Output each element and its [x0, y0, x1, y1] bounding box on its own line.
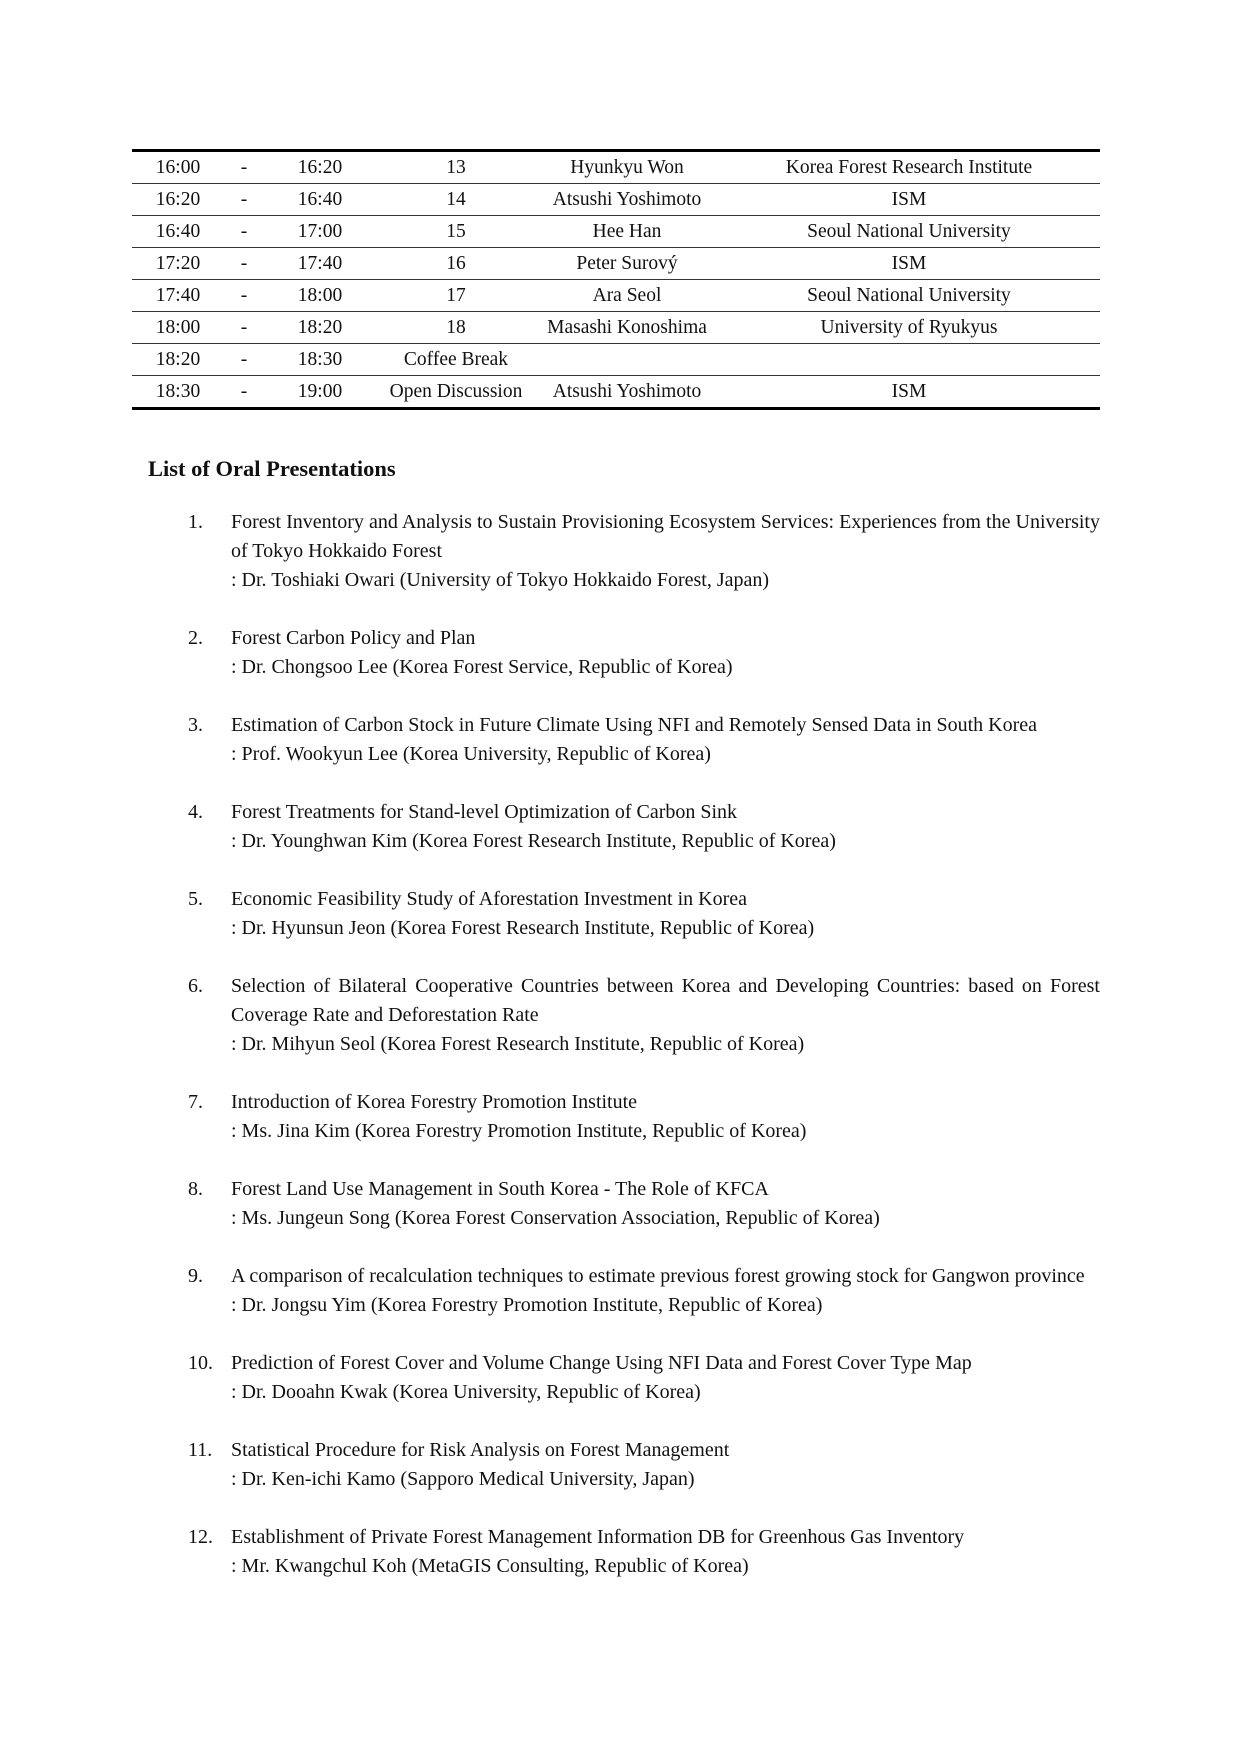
schedule-cell-sep: -	[224, 151, 264, 184]
schedule-cell-affiliation: ISM	[718, 184, 1100, 216]
schedule-row	[132, 312, 1100, 344]
schedule-cell-sep: -	[224, 312, 264, 344]
schedule-cell-affiliation: University of Ryukyus	[718, 312, 1100, 344]
presentation-speaker: : Dr. Toshiaki Owari (University of Tokyo Hokkaido Forest, Japan)	[231, 569, 770, 591]
schedule-row	[132, 280, 1100, 312]
schedule-cell-item: 17	[376, 280, 536, 312]
presentation-number: 2.	[188, 627, 203, 649]
schedule-cell-sep: -	[224, 280, 264, 312]
schedule-cell-speaker: Hyunkyu Won	[536, 151, 718, 184]
schedule-cell-affiliation: Seoul National University	[718, 280, 1100, 312]
schedule-cell-item: 15	[376, 216, 536, 248]
presentation-number: 3.	[188, 714, 203, 736]
presentation-title: Statistical Procedure for Risk Analysis on Forest Management	[231, 1439, 730, 1461]
schedule-cell-sep: -	[224, 344, 264, 376]
schedule-cell-affiliation	[718, 344, 1100, 376]
schedule-cell-end: 16:20	[264, 151, 376, 184]
presentation-title: Forest Carbon Policy and Plan	[231, 627, 476, 649]
schedule-cell-start: 16:40	[132, 216, 224, 248]
schedule-cell-affiliation: Seoul National University	[718, 216, 1100, 248]
schedule-cell-end: 16:40	[264, 184, 376, 216]
schedule-cell-speaker: Hee Han	[536, 216, 718, 248]
schedule-cell-item: 16	[376, 248, 536, 280]
schedule-cell-sep: -	[224, 216, 264, 248]
schedule-cell-speaker	[536, 344, 718, 376]
presentation-title: A comparison of recalculation techniques to estimate previous forest growing stock for Gangwon province	[231, 1265, 1085, 1287]
schedule-cell-start: 17:20	[132, 248, 224, 280]
schedule-cell-start: 18:30	[155, 380, 201, 402]
presentation-number: 10.	[188, 1352, 213, 1374]
schedule-row	[132, 344, 1100, 376]
presentation-speaker: : Dr. Dooahn Kwak (Korea University, Republic of Korea)	[231, 1381, 701, 1403]
schedule-cell-start: 18:20	[132, 344, 224, 376]
presentation-speaker: : Dr. Hyunsun Jeon (Korea Forest Research Institute, Republic of Korea)	[231, 917, 815, 939]
presentation-title: Forest Inventory and Analysis to Sustain Provisioning Ecosystem Services: Experiences from the University of Tokyo Hokkaido Forest	[231, 511, 1100, 562]
presentation-number: 12.	[188, 1526, 213, 1548]
presentation-item	[188, 624, 1100, 682]
schedule-cell-end: 18:30	[264, 344, 376, 376]
presentation-number: 1.	[188, 511, 203, 533]
presentation-speaker: : Dr. Chongsoo Lee (Korea Forest Service, Republic of Korea)	[231, 656, 733, 678]
schedule-row	[132, 376, 1100, 409]
presentation-title: Forest Land Use Management in South Korea - The Role of KFCA	[231, 1178, 769, 1200]
schedule-cell-item: Coffee Break	[376, 344, 536, 376]
presentation-speaker: : Prof. Wookyun Lee (Korea University, Republic of Korea)	[231, 743, 711, 765]
presentation-item	[188, 885, 1100, 943]
schedule-cell-speaker: Masashi Konoshima	[536, 312, 718, 344]
presentation-item	[188, 1436, 1100, 1494]
presentation-item	[188, 972, 1100, 1059]
presentation-item	[188, 1349, 1100, 1407]
schedule-cell-start: 17:40	[132, 280, 224, 312]
presentation-title: Selection of Bilateral Cooperative Countries between Korea and Developing Countries: based on Forest Coverage Rate and Deforestation Rate	[231, 975, 1100, 1026]
presentation-number: 9.	[188, 1265, 203, 1287]
schedule-cell-speaker: Peter Surový	[536, 248, 718, 280]
presentation-item	[188, 508, 1100, 595]
presentation-speaker: : Dr. Younghwan Kim (Korea Forest Research Institute, Republic of Korea)	[231, 830, 836, 852]
schedule-row	[132, 248, 1100, 280]
presentation-item	[188, 1175, 1100, 1233]
presentation-number: 11.	[188, 1439, 213, 1461]
schedule-cell-sep: -	[240, 380, 248, 402]
presentation-item	[188, 798, 1100, 856]
presentation-speaker: : Ms. Jina Kim (Korea Forestry Promotion Institute, Republic of Korea)	[231, 1120, 807, 1142]
presentation-title: Economic Feasibility Study of Aforestation Investment in Korea	[231, 888, 748, 910]
schedule-cell-start: 16:20	[132, 184, 224, 216]
schedule-body	[132, 151, 1100, 409]
schedule-cell-item: 18	[376, 312, 536, 344]
presentation-number: 7.	[188, 1091, 203, 1113]
schedule-cell-end: 18:00	[264, 280, 376, 312]
presentation-speaker: : Ms. Jungeun Song (Korea Forest Conservation Association, Republic of Korea)	[231, 1207, 880, 1229]
presentation-number: 8.	[188, 1178, 203, 1200]
presentation-number: 6.	[188, 975, 203, 997]
schedule-cell-sep: -	[224, 248, 264, 280]
schedule-cell-end: 19:00	[297, 380, 343, 402]
schedule-row	[132, 216, 1100, 248]
section-title: List of Oral Presentations	[148, 456, 396, 481]
schedule-cell-affiliation: ISM	[718, 248, 1100, 280]
schedule-cell-end: 18:20	[264, 312, 376, 344]
schedule-cell-affiliation: ISM	[891, 380, 927, 402]
schedule-cell-item: 14	[376, 184, 536, 216]
presentation-speaker: : Dr. Jongsu Yim (Korea Forestry Promotion Institute, Republic of Korea)	[231, 1294, 823, 1316]
schedule-table	[132, 149, 1100, 410]
presentation-title: Introduction of Korea Forestry Promotion Institute	[231, 1091, 638, 1113]
presentation-number: 4.	[188, 801, 203, 823]
schedule-cell-item: 13	[376, 151, 536, 184]
schedule-row	[132, 184, 1100, 216]
schedule-cell-start: 16:00	[132, 151, 224, 184]
presentation-title: Estimation of Carbon Stock in Future Climate Using NFI and Remotely Sensed Data in South Korea	[231, 714, 1038, 736]
presentation-list	[188, 508, 1100, 1610]
schedule-cell-sep: -	[224, 184, 264, 216]
schedule-row	[132, 151, 1100, 184]
presentation-speaker: : Mr. Kwangchul Koh (MetaGIS Consulting, Republic of Korea)	[231, 1555, 749, 1577]
schedule-cell-end: 17:00	[264, 216, 376, 248]
schedule-cell-item: Open Discussion	[389, 380, 523, 402]
schedule-cell-affiliation: Korea Forest Research Institute	[718, 151, 1100, 184]
presentation-title: Forest Treatments for Stand-level Optimization of Carbon Sink	[231, 801, 738, 823]
presentation-item	[188, 1523, 1100, 1581]
presentation-speaker: : Dr. Mihyun Seol (Korea Forest Research Institute, Republic of Korea)	[231, 1033, 805, 1055]
schedule-cell-end: 17:40	[264, 248, 376, 280]
presentation-title: Establishment of Private Forest Management Information DB for Greenhous Gas Inventory	[231, 1526, 965, 1548]
presentation-title: Prediction of Forest Cover and Volume Change Using NFI Data and Forest Cover Type Map	[231, 1352, 972, 1374]
schedule-cell-speaker: Ara Seol	[536, 280, 718, 312]
presentation-number: 5.	[188, 888, 203, 910]
schedule-cell-speaker: Atsushi Yoshimoto	[552, 380, 702, 402]
presentation-item	[188, 1088, 1100, 1146]
schedule-cell-start: 18:00	[132, 312, 224, 344]
schedule-cell-speaker: Atsushi Yoshimoto	[536, 184, 718, 216]
presentation-speaker: : Dr. Ken-ichi Kamo (Sapporo Medical University, Japan)	[231, 1468, 695, 1490]
presentation-item	[188, 711, 1100, 769]
presentation-item	[188, 1262, 1100, 1320]
